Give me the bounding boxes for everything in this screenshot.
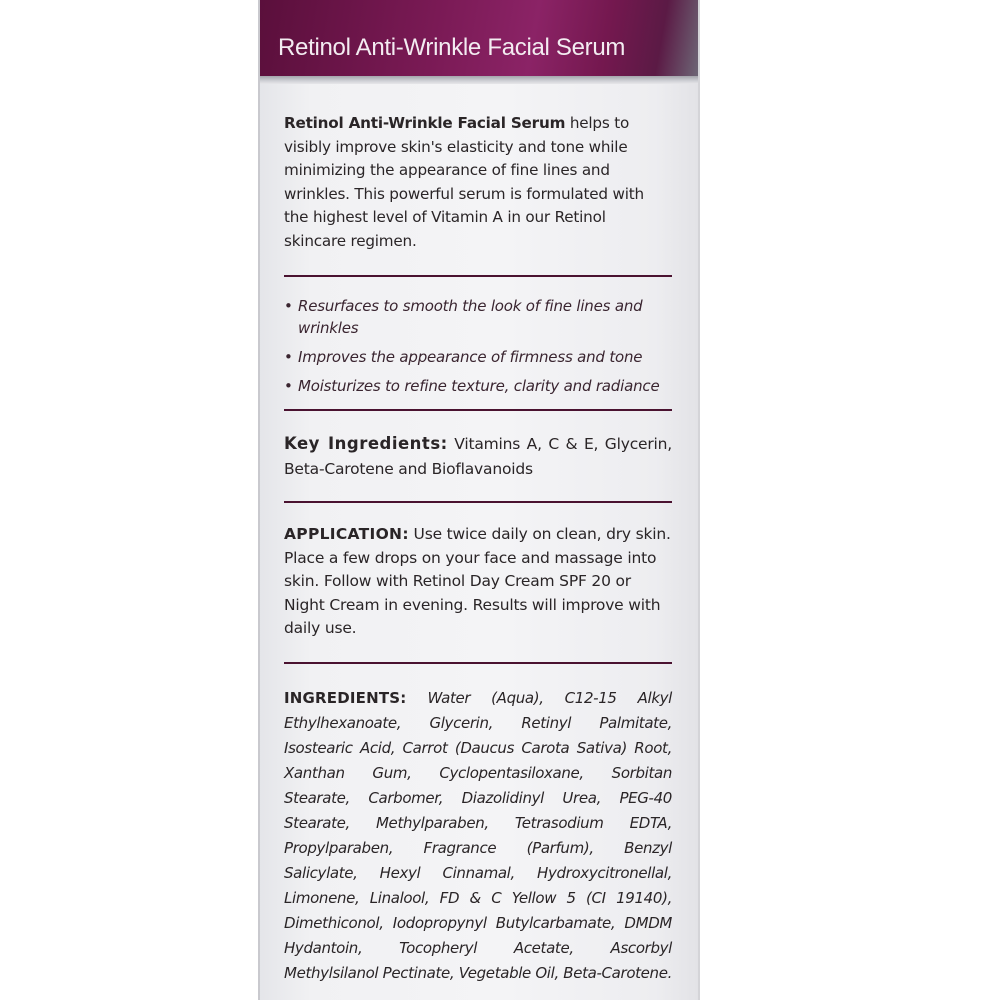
benefit-item	[284, 375, 672, 397]
key-ingredients-text: Vitamins A, C & E, Glycerin, Beta-Carotene and Bioflavanoids	[284, 435, 672, 478]
benefit-text: Moisturizes to refine texture, clarity and radiance	[298, 377, 660, 395]
key-ingredients-label: Key Ingredients:	[284, 434, 448, 453]
box-left-edge	[258, 0, 260, 1000]
ingredients-label: INGREDIENTS:	[284, 688, 407, 707]
ingredients-text: Water (Aqua), C12-15 Alkyl Ethylhexanoate, Glycerin, Retinyl Palmitate, Isostearic Acid, Carrot (Daucus Carota Sativa) Root, Xanthan Gum, Cyclopentasiloxane, Sorbitan Stearate, Carbomer, Diazolidinyl Urea, PEG-40 Stearate, Methylparaben, Tetrasodium EDTA, Propylparaben, Fragrance (Parfum), Benzyl Salicylate, Hexyl Cinnamal, Hydroxycitronellal, Limonene, Linalool, FD & C Yellow 5 (CI 19140), Dimethiconol, Iodopropynyl Butylcarbamate, DMDM Hydantoin, Tocopheryl Acetate, Ascorbyl Methylsilanol Pectinate, Vegetable Oil, Beta-Carotene.	[284, 688, 673, 982]
intro-text: helps to visibly improve skin's elasticity and tone while minimizing the appearance of fine lines and wrinkles. This powerful serum is formulated with the highest level of Vitamin A in our Retinol skincare regimen.	[284, 114, 644, 250]
ingredients-paragraph	[284, 686, 672, 986]
serum-box-side-panel	[258, 0, 700, 1000]
bullet-dot-icon: •	[284, 377, 293, 395]
divider-rule	[284, 501, 672, 503]
intro-paragraph	[284, 112, 672, 253]
intro-product-name: Retinol Anti-Wrinkle Facial Serum	[284, 114, 566, 132]
box-right-edge	[698, 0, 700, 1000]
banner-metallic-strip	[258, 76, 700, 84]
benefit-text: Resurfaces to smooth the look of fine lines and wrinkles	[298, 297, 643, 337]
benefit-text: Improves the appearance of firmness and tone	[298, 348, 643, 366]
divider-rule	[284, 275, 672, 277]
bullet-dot-icon: •	[284, 297, 293, 315]
benefits-list	[284, 295, 672, 397]
key-ingredients	[284, 431, 672, 482]
label-content	[284, 112, 672, 986]
application-label: APPLICATION:	[284, 525, 409, 543]
benefit-item	[284, 295, 672, 339]
box-banner	[258, 0, 700, 78]
benefit-item	[284, 346, 672, 368]
banner-title: Retinol Anti-Wrinkle Facial Serum	[278, 34, 626, 61]
application-text: Use twice daily on clean, dry skin. Place a few drops on your face and massage into skin. Follow with Retinol Day Cream SPF 20 or Night Cream in evening. Results will improve with daily use.	[284, 525, 671, 637]
bullet-dot-icon: •	[284, 348, 293, 366]
application-paragraph	[284, 523, 672, 641]
divider-rule	[284, 409, 672, 411]
divider-rule	[284, 662, 672, 664]
